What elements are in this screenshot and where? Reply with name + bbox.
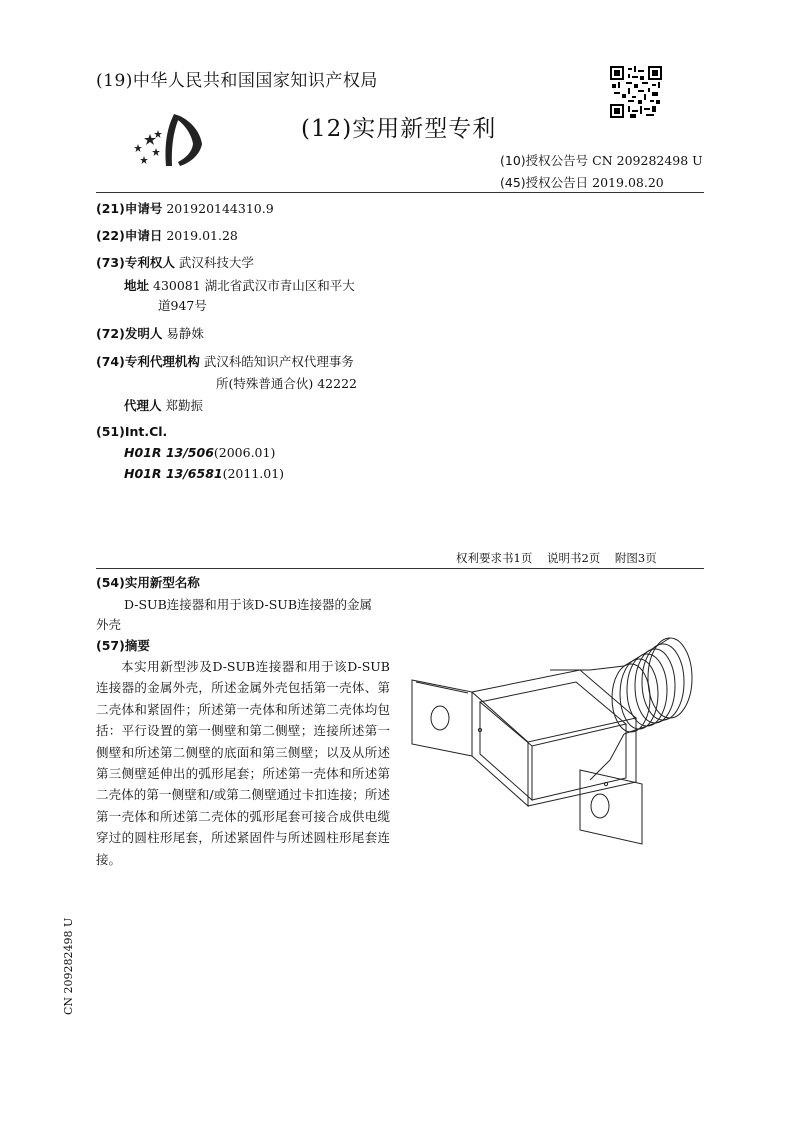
- ipc-label: (51)Int.Cl.: [96, 424, 168, 439]
- agent-field: [124, 396, 203, 414]
- utility-title-label: (54)实用新型名称: [96, 575, 200, 590]
- ipc-field: [96, 424, 167, 439]
- abstract-section-label: [96, 636, 150, 654]
- agent-label: 代理人: [124, 398, 162, 413]
- inventor-field: [96, 324, 204, 342]
- pub-date-row: [500, 173, 664, 191]
- metal-shell-figure: [410, 630, 730, 845]
- pub-number-row: [500, 151, 703, 169]
- abstract-text: 本实用新型涉及D-SUB连接器和用于该D-SUB连接器的金属外壳，所述金属外壳包括第一壳体、第二壳体和紧固件；所述第一壳体和所述第二壳体均包括：平行设置的第一侧壁和第二侧壁；连接所述第一侧壁和所述第二侧壁的底面和第三侧壁；以及从所述第三侧壁延伸出的弧形尾套；所述第一壳体和所述第二壳体的第一侧壁和/或第二侧壁通过卡扣连接；所述第一壳体和所述第二壳体的弧形尾套可接合成供电缆穿过的圆柱形尾套，所述紧固件与所述圆柱形尾套连接。: [96, 659, 390, 867]
- pub-date-label: (45)授权公告日: [500, 175, 589, 190]
- pub-number-label: (10)授权公告号: [500, 153, 589, 168]
- utility-title-line-2: 外壳: [96, 617, 122, 632]
- ipc-code-1: H01R 13/506: [124, 445, 214, 460]
- abstract-label: (57)摘要: [96, 638, 150, 653]
- header-divider: [96, 192, 704, 193]
- address-field: [124, 276, 355, 294]
- address-label: 地址: [124, 278, 150, 293]
- address-line-1: 430081 湖北省武汉市青山区和平大: [153, 278, 355, 293]
- qr-code-icon: [610, 66, 662, 118]
- utility-title-line-1: D-SUB连接器和用于该D-SUB连接器的金属: [124, 597, 373, 612]
- pub-date-value: 2019.08.20: [592, 175, 664, 190]
- ipc-entry-1: [124, 445, 275, 460]
- agency-label: (74)专利代理机构: [96, 354, 200, 369]
- agent-value: 郑勤振: [165, 398, 204, 413]
- agency-line-2: 所(特殊普通合伙) 42222: [216, 376, 357, 391]
- pub-number-value: CN 209282498 U: [592, 153, 703, 168]
- inventor-value: 易静姝: [166, 326, 204, 341]
- page-counts: 权利要求书1页 说明书2页 附图3页: [456, 551, 657, 565]
- side-publication-number: CN 209282498 U: [62, 917, 75, 1015]
- agency-line-1: 武汉科皓知识产权代理事务: [203, 354, 354, 369]
- application-date-value: 2019.01.28: [166, 228, 238, 243]
- patent-holder-value: 武汉科技大学: [178, 255, 254, 270]
- application-number-value: 201920144310.9: [166, 201, 274, 216]
- cnipa-logo-icon: [130, 108, 208, 172]
- patent-holder-label: (73)专利权人: [96, 255, 175, 270]
- application-date-field: [96, 226, 238, 244]
- inventor-label: (72)发明人: [96, 326, 163, 341]
- ipc-version-2: (2011.01): [222, 466, 285, 481]
- office-heading: (19)中华人民共和国国家知识产权局: [96, 71, 378, 91]
- title-section-label: [96, 573, 200, 591]
- patent-type-heading: (12)实用新型专利: [301, 116, 497, 142]
- application-number-field: [96, 199, 274, 217]
- ipc-entry-2: [124, 466, 284, 481]
- ipc-code-2: H01R 13/6581: [124, 466, 223, 481]
- agency-field: [96, 352, 354, 370]
- ipc-version-1: (2006.01): [213, 445, 276, 460]
- section-divider: [96, 568, 704, 569]
- address-line-2: 道947号: [158, 298, 207, 313]
- application-number-label: (21)申请号: [96, 201, 163, 216]
- patent-holder-field: [96, 253, 254, 271]
- application-date-label: (22)申请日: [96, 228, 163, 243]
